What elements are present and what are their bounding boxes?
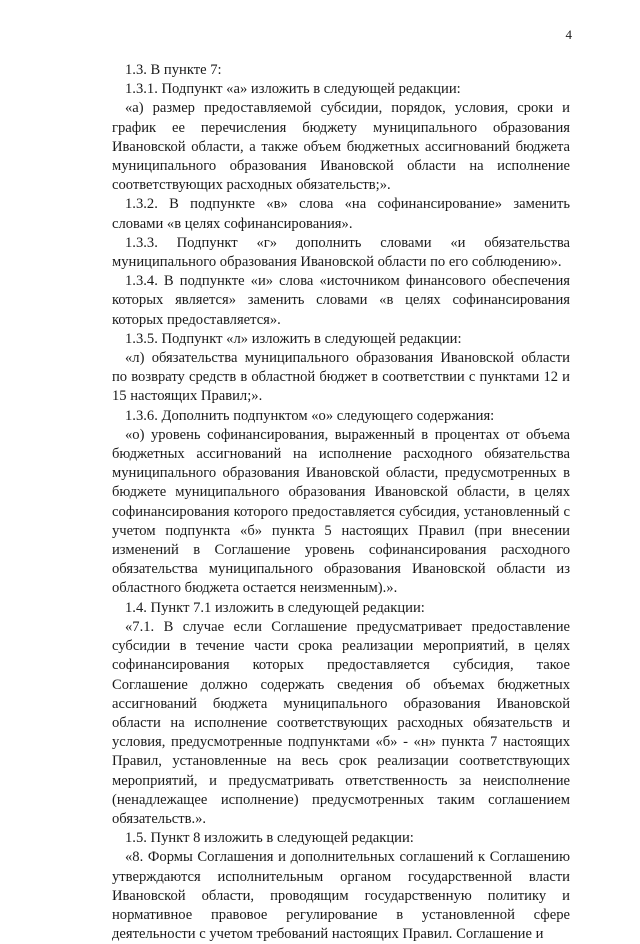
paragraph-subpoint-a: «а) размер предоставляемой субсидии, порядок, условия, сроки и график ее перечисления бюджету муниципального образования Ивановской области, а также объем бюджетных ассигнований бюджета муниципального образования Ивановской области на исполнение соответствующих расходных обязательств;». [112,100,570,194]
paragraph-1-4: 1.4. Пункт 7.1 изложить в следующей редакции: [125,599,425,616]
page-number: 4 [565,27,572,42]
paragraph-1-3-3: 1.3.3. Подпункт «г» дополнить словами «и обязательства муниципального образования Ивановской области по его соблюдению». [112,234,570,271]
paragraph-point-7-1: «7.1. В случае если Соглашение предусматривает предоставление субсидии в течение части срока реализации мероприятий, в целях софинансирования которых предоставляется субсидия, такое Соглашение должно содержать сведения об объемах бюджетных ассигнований бюджета муниципального образования Ивановской области на исполнение соответствующих расходных обязательств и условия, предусмотренные подпунктами «б» - «н» пункта 7 настоящих Правил, установленные на весь срок реализации соответствующих мероприятий, и предусматривать ответственность за неисполнение (ненадлежащее исполнение) предусмотренных таким соглашением обязательств.». [112,618,570,827]
paragraph-1-3-6: 1.3.6. Дополнить подпунктом «о» следующего содержания: [125,407,495,424]
paragraph-1-5: 1.5. Пункт 8 изложить в следующей редакции: [125,830,414,847]
paragraph-point-8: «8. Формы Соглашения и дополнительных соглашений к Соглашению утверждаются исполнительным органом государственной власти Ивановской области, проводящим государственную политику и нормативное правовое регулирование в установленной сфере деятельности с учетом требований настоящих Правил. Соглашение и [112,849,570,943]
paragraph-1-3-5: 1.3.5. Подпункт «л» изложить в следующей редакции: [125,330,462,347]
paragraph-1-3-1: 1.3.1. Подпункт «а» изложить в следующей редакции: [125,81,461,98]
document-body [112,61,570,944]
paragraph-subpoint-l: «л) обязательства муниципального образования Ивановской области по возврату средств в областной бюджет в соответствии с пунктами 12 и 15 настоящих Правил;». [112,350,570,405]
paragraph-1-3-2: 1.3.2. В подпункте «в» слова «на софинансирование» заменить словами «в целях софинансирования». [112,196,570,232]
paragraph-subpoint-o: «о) уровень софинансирования, выраженный в процентах от объема бюджетных ассигнований на исполнение расходного обязательства муниципального образования Ивановской области, предусмотренных в бюджете муниципального образования Ивановской области, в целях софинансирования которого предоставляется субсидия, установленный с учетом подпункта «б» пункта 5 настоящих Правил (при внесении изменений в Соглашение уровень софинансирования расходного обязательства муниципального образования Ивановской области из областного бюджета остается неизменным).». [112,426,570,597]
paragraph-1-3: 1.3. В пункте 7: [125,62,222,78]
paragraph-1-3-4: 1.3.4. В подпункте «и» слова «источником финансового обеспечения которых является» заменить словами «в целях софинансирования которых предоставляется». [112,273,570,328]
